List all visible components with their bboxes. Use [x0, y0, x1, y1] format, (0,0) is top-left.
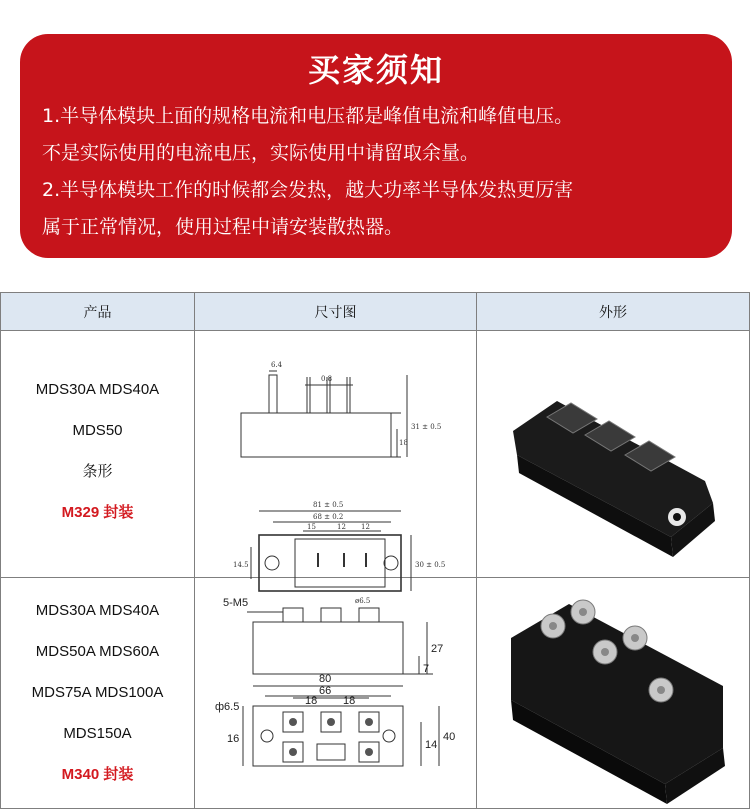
mounting-hole — [384, 556, 398, 570]
dim-label: ø6.5 — [355, 597, 371, 605]
m340-module-photo — [477, 578, 749, 808]
dim-label: 14 — [425, 739, 438, 751]
notice-line-3: 2.半导体模块工作的时候都会发热，越大功率半导体发热更厉害 — [42, 179, 574, 201]
product-model-line: MDS150A — [63, 725, 132, 742]
product-cell — [1, 578, 195, 809]
product-table — [0, 292, 750, 809]
dim-label: 0.8 — [321, 375, 333, 383]
appearance-cell — [477, 578, 750, 809]
dim-label: 81 ± 0.5 — [313, 501, 344, 509]
table-row — [1, 331, 750, 578]
product-model-line: MDS50 — [72, 422, 123, 439]
dim-label: 15 — [307, 523, 316, 531]
product-model-line: MDS30A MDS40A — [35, 381, 160, 398]
product-cell — [1, 331, 195, 578]
product-model-line: MDS50A MDS60A — [35, 643, 160, 660]
product-model-line: MDS75A MDS100A — [31, 684, 164, 701]
package-label: M340 封装 — [61, 766, 134, 783]
mounting-hole — [383, 730, 395, 742]
dim-label: 14.5 — [233, 561, 249, 569]
m329-module-photo — [477, 331, 749, 577]
terminal-pin — [269, 375, 277, 413]
notice-title: 买家须知 — [307, 51, 444, 89]
dim-label: 5-M5 — [223, 597, 249, 609]
buyer-notice-banner — [20, 34, 732, 258]
dim-label: 18 — [305, 695, 318, 707]
header-product: 产品 — [1, 293, 195, 331]
mounting-hole — [261, 730, 273, 742]
dim-label: 68 ± 0.2 — [313, 513, 344, 521]
dim-label: 6.4 — [271, 361, 283, 369]
header-dimension-drawing: 尺寸图 — [195, 293, 477, 331]
dim-label: 12 — [361, 523, 370, 531]
header-appearance: 外形 — [477, 293, 750, 331]
dim-label: 40 — [443, 731, 456, 743]
dim-label: 27 — [431, 643, 444, 655]
notice-line-1: 1.半导体模块上面的规格电流和电压都是峰值电流和峰值电压。 — [42, 105, 574, 127]
dim-label: 31 ± 0.5 — [411, 423, 442, 431]
notice-line-2: 不是实际使用的电流电压，实际使用中请留取余量。 — [42, 142, 480, 164]
dim-label: 66 — [319, 685, 332, 697]
dim-label: 80 — [319, 673, 332, 685]
product-model-line: MDS30A MDS40A — [35, 602, 160, 619]
mounting-hole — [265, 556, 279, 570]
dim-label: 30 ± 0.5 — [415, 561, 446, 569]
dim-label: 18 — [399, 439, 408, 447]
side-view-body — [241, 413, 391, 457]
m340-dimension-drawing — [195, 578, 476, 808]
table-row — [1, 578, 750, 809]
package-label: M329 封装 — [61, 504, 134, 521]
appearance-cell — [477, 331, 750, 578]
table-header-row — [1, 293, 750, 331]
top-view-body — [253, 706, 403, 766]
dim-label: 16 — [227, 733, 240, 745]
side-view-body — [253, 622, 403, 674]
dim-label: 12 — [337, 523, 346, 531]
notice-line-4: 属于正常情况，使用过程中请安装散热器。 — [42, 216, 404, 238]
product-shape-line: 条形 — [82, 463, 113, 480]
dim-label: ф6.5 — [215, 701, 240, 713]
dim-label: 18 — [343, 695, 356, 707]
dimension-drawing-cell — [195, 578, 477, 809]
dim-label: 7 — [423, 663, 430, 675]
